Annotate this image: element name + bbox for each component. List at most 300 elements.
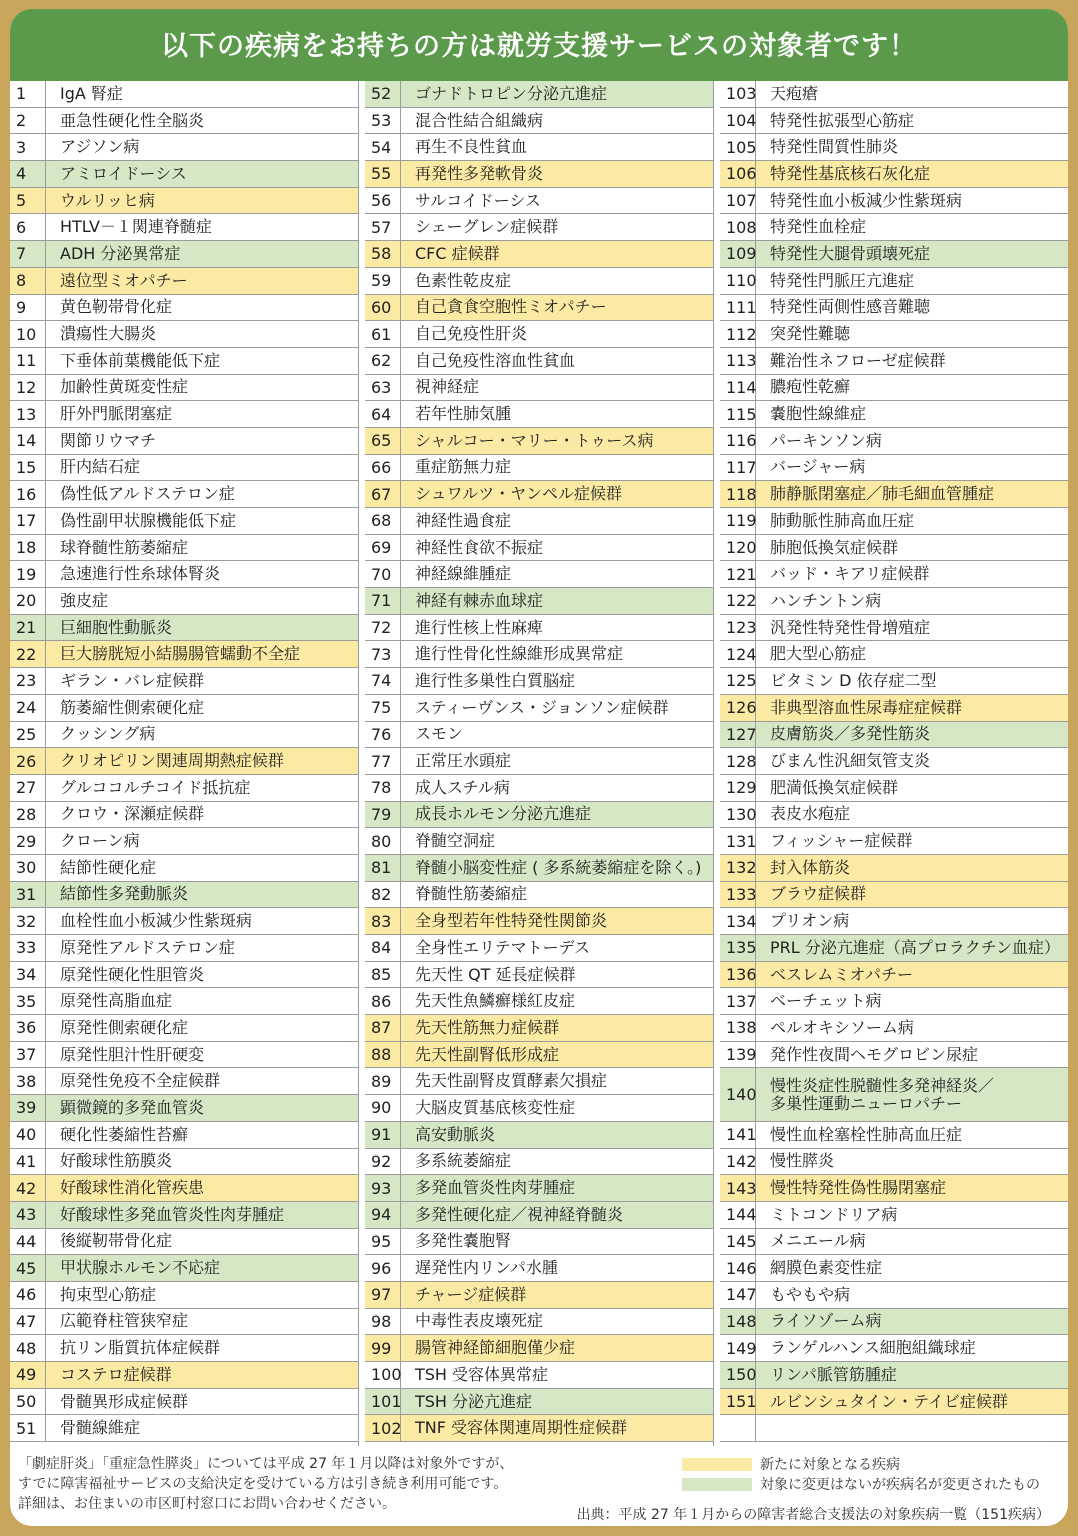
disease-number: 33 [10,935,46,961]
disease-name: 自己免疫性溶血性貧血 [415,351,576,370]
table-row [365,1389,713,1416]
disease-number: 98 [365,1309,401,1335]
table-column [10,81,359,1446]
table-row [10,535,358,562]
disease-number: 119 [720,508,756,534]
disease-number: 23 [10,668,46,694]
disease-number: 80 [365,828,401,854]
table-row [365,615,713,642]
disease-name: びまん性汎細気管支炎 [770,752,931,771]
disease-number: 67 [365,481,401,507]
disease-name: ゴナドトロピン分泌亢進症 [415,84,608,103]
disease-number: 88 [365,1042,401,1068]
disease-number: 148 [720,1309,756,1335]
table-row [365,268,713,295]
disease-number: 128 [720,748,756,774]
disease-name: 膿疱性乾癬 [770,378,851,397]
disease-name: 先天性副腎低形成症 [415,1045,560,1064]
table-row [720,615,1068,642]
table-row [10,1389,358,1416]
disease-number: 74 [365,668,401,694]
table-row [720,375,1068,402]
table-row [720,988,1068,1015]
disease-name: 偽性低アルドステロン症 [60,485,235,504]
disease-number: 24 [10,695,46,721]
disease-name: 多発血管炎性肉芽腫症 [415,1179,576,1198]
footer-note-line: 「劇症肝炎」「重症急性膵炎」については平成 27 年１月以降は対象外ですが、 [18,1456,514,1472]
disease-number: 64 [365,401,401,427]
table-row [365,1415,713,1442]
table-row [10,641,358,668]
table-row [365,481,713,508]
disease-name: リンパ脈管筋腫症 [770,1365,897,1384]
disease-name: 急速進行性糸球体腎炎 [60,565,221,584]
table-row [365,988,713,1015]
disease-number: 120 [720,535,756,561]
table-row [720,775,1068,802]
disease-name: ペルオキシソーム病 [770,1018,914,1037]
disease-name: 強皮症 [60,591,109,610]
disease-number: 70 [365,561,401,587]
disease-name: ミトコンドリア病 [770,1205,898,1224]
disease-number: 109 [720,241,756,267]
table-row [365,668,713,695]
table-row [10,295,358,322]
disease-name-line: 慢性炎症性脱髄性多発神経炎／ [770,1076,995,1095]
disease-name: 神経有棘赤血球症 [415,591,544,610]
disease-number: 20 [10,588,46,614]
disease-number: 87 [365,1015,401,1041]
disease-name: シュワルツ・ヤンペル症候群 [415,485,623,504]
disease-name: 特発性基底核石灰化症 [770,164,931,183]
table-row [10,1202,358,1229]
disease-name: IgA 腎症 [60,84,123,103]
disease-number: 54 [365,134,401,160]
legend-label-new: 新たに対象となる疾病 [760,1457,900,1473]
table-row [720,455,1068,482]
table-row [365,1042,713,1069]
disease-name: 亜急性硬化性全脳炎 [60,111,205,130]
disease-name: 視神経症 [415,378,480,397]
table-row [10,1149,358,1176]
disease-name: 脊髄空洞症 [415,832,496,851]
disease-number: 138 [720,1015,756,1041]
disease-number: 21 [10,615,46,641]
disease-name: 偽性副甲状腺機能低下症 [60,511,237,530]
table-row [720,81,1068,108]
disease-number: 117 [720,455,756,481]
table-row [720,1175,1068,1202]
table-row [720,214,1068,241]
disease-number: 112 [720,321,756,347]
disease-number: 142 [720,1149,756,1175]
disease-number: 101 [365,1389,401,1415]
disease-number: 2 [10,108,46,134]
disease-name: 原発性免疫不全症候群 [60,1072,221,1091]
disease-number: 46 [10,1282,46,1308]
table-row [10,1175,358,1202]
disease-name: ビタミン D 依存症二型 [770,671,937,690]
disease-name: HTLV－１関連脊髄症 [60,218,212,237]
disease-name: 特発性血小板減少性紫斑病 [770,191,963,210]
disease-number: 84 [365,935,401,961]
disease-number: 114 [720,375,756,401]
disease-name: 腸管神経節細胞僅少症 [415,1339,576,1358]
footer-note-line: すでに障害福祉サービスの支給決定を受けている方は引き続き利用可能です。 [18,1476,508,1492]
disease-name: シェーグレン症候群 [415,218,559,237]
disease-name: 原発性胆汁性肝硬変 [60,1045,205,1064]
table-row [10,134,358,161]
disease-number: 102 [365,1415,401,1441]
disease-name: 皮膚筋炎／多発性筋炎 [770,725,931,744]
disease-name: PRL 分泌亢進症（高プロラクチン血症） [770,938,1060,957]
table-row [10,855,358,882]
disease-number: 93 [365,1175,401,1201]
disease-name: 発作性夜間ヘモグロビン尿症 [770,1045,979,1064]
table-row [720,1122,1068,1149]
table-row [365,1095,713,1122]
disease-number: 25 [10,722,46,748]
table-row [365,882,713,909]
table-row [365,775,713,802]
disease-name: ルビンシュタイン・テイビ症候群 [770,1392,1008,1411]
disease-name: 肺胞低換気症候群 [770,538,899,557]
table-column [365,81,714,1446]
disease-number: 116 [720,428,756,454]
table-row [720,481,1068,508]
disease-name: コステロ症候群 [60,1365,172,1384]
disease-number: 18 [10,535,46,561]
table-row [10,348,358,375]
disease-number: 11 [10,348,46,374]
disease-name: CFC 症候群 [415,244,500,263]
table-row [10,1122,358,1149]
disease-number: 16 [10,481,46,507]
disease-number: 137 [720,988,756,1014]
disease-name: ベーチェット病 [770,992,882,1011]
table-row [365,348,713,375]
disease-number: 52 [365,81,401,107]
table-row [720,722,1068,749]
disease-name: 難治性ネフローゼ症候群 [770,351,946,370]
disease-number: 37 [10,1042,46,1068]
disease-name: 正常圧水頭症 [415,752,512,771]
table-row [10,828,358,855]
disease-name: 脊髄小脳変性症 ( 多系統萎縮症を除く。) [415,858,702,877]
disease-name: グルココルチコイド抵抗症 [60,778,251,797]
disease-number: 143 [720,1175,756,1201]
table-row [720,508,1068,535]
table-row [365,508,713,535]
disease-name: 抗リン脂質抗体症候群 [60,1339,221,1358]
table-row [365,641,713,668]
disease-number: 129 [720,775,756,801]
disease-name: 先天性副腎皮質酵素欠損症 [415,1072,608,1091]
disease-number: 118 [720,481,756,507]
disease-number: 53 [365,108,401,134]
disease-number: 55 [365,161,401,187]
disease-number: 68 [365,508,401,534]
disease-number: 135 [720,935,756,961]
disease-number: 124 [720,641,756,667]
disease-number: 103 [720,81,756,107]
table-row [10,775,358,802]
footer [10,1446,1068,1526]
legend-swatch-new [682,1458,752,1471]
table-row [10,481,358,508]
legend-swatch-renamed [682,1478,752,1491]
disease-name: 進行性多巣性白質脳症 [415,671,576,690]
disease-number: 122 [720,588,756,614]
disease-name: クローン病 [60,832,140,851]
disease-name: 特発性両側性感音難聴 [770,298,931,317]
disease-number: 81 [365,855,401,881]
disease-name: クッシング病 [60,725,156,744]
table-row [365,81,713,108]
disease-number: 40 [10,1122,46,1148]
table-row [720,108,1068,135]
footer-note-line: 詳細は、お住まいの市区町村窓口にお問い合わせください。 [18,1496,396,1512]
disease-number: 36 [10,1015,46,1041]
disease-name: シャルコー・マリー・トゥース病 [415,431,654,450]
disease-number: 38 [10,1068,46,1094]
table-row [365,1175,713,1202]
disease-name: 原発性硬化性胆管炎 [60,965,205,984]
disease-name: ランゲルハンス細胞組織球症 [770,1339,976,1358]
table-row [720,1068,1068,1121]
table-row [720,401,1068,428]
disease-number: 79 [365,802,401,828]
table-row [365,908,713,935]
table-row [10,561,358,588]
disease-name: 天疱瘡 [770,84,819,103]
disease-number: 82 [365,882,401,908]
disease-name: 肝外門脈閉塞症 [60,405,173,424]
table-row [10,428,358,455]
table-row [365,935,713,962]
disease-name: もやもや病 [770,1285,851,1304]
disease-name: 潰瘍性大腸炎 [60,325,157,344]
table-row [365,1309,713,1336]
disease-number: 28 [10,802,46,828]
disease-number: 126 [720,695,756,721]
disease-name: 非典型溶血性尿毒症症候群 [770,698,963,717]
disease-name: 広範脊柱管狭窄症 [60,1312,189,1331]
disease-number: 57 [365,214,401,240]
disease-name: スティーヴンス・ジョンソン症候群 [415,698,669,717]
disease-number: 99 [365,1335,401,1361]
disease-name: 神経性過食症 [415,511,512,530]
disease-name: 高安動脈炎 [415,1125,496,1144]
disease-name: 肺静脈閉塞症／肺毛細血管腫症 [770,485,995,504]
disease-number: 97 [365,1282,401,1308]
disease-number: 8 [10,268,46,294]
disease-name: 肥満低換気症候群 [770,778,899,797]
disease-name: 好酸球性多発血管炎性肉芽腫症 [60,1205,285,1224]
table-row [10,935,358,962]
disease-number: 127 [720,722,756,748]
disease-number: 94 [365,1202,401,1228]
disease-name: 進行性核上性麻痺 [415,618,544,637]
disease-name: 特発性拡張型心筋症 [770,111,915,130]
table-row [10,108,358,135]
source-citation: 出典：平成 27 年１月からの障害者総合支援法の対象疾病一覧（151疾病） [576,1507,1050,1523]
disease-name: パーキンソン病 [770,431,882,450]
disease-name: ブラウ症候群 [770,885,867,904]
disease-number: 100 [365,1362,401,1388]
table-row [720,1282,1068,1309]
disease-name: ライソゾーム病 [770,1312,882,1331]
table-row [10,268,358,295]
table-row [365,241,713,268]
table-row [720,695,1068,722]
table-row [720,535,1068,562]
disease-number: 13 [10,401,46,427]
table-row [365,428,713,455]
disease-name [756,1077,994,1113]
disease-number: 43 [10,1202,46,1228]
disease-name: 黄色靭帯骨化症 [60,298,173,317]
disease-number: 14 [10,428,46,454]
disease-name: 進行性骨化性線維形成異常症 [415,645,624,664]
table-row [10,882,358,909]
disease-name: メニエール病 [770,1232,866,1251]
disease-number: 9 [10,295,46,321]
disease-number: 123 [720,615,756,641]
table-row [365,214,713,241]
disease-name: フィッシャー症候群 [770,832,913,851]
disease-number: 63 [365,375,401,401]
disease-number: 4 [10,161,46,187]
disease-number: 86 [365,988,401,1014]
disease-number: 34 [10,962,46,988]
disease-number: 48 [10,1335,46,1361]
disease-name-line: 多巣性運動ニューロパチー [770,1093,963,1113]
disease-number: 7 [10,241,46,267]
disease-name: 好酸球性消化管疾患 [60,1179,205,1198]
disease-number: 111 [720,295,756,321]
table-row [365,1282,713,1309]
disease-number: 136 [720,962,756,988]
disease-number: 19 [10,561,46,587]
table-row [10,722,358,749]
disease-name: 封入体筋炎 [770,858,851,877]
disease-name: 筋萎縮性側索硬化症 [60,698,205,717]
table-row [10,615,358,642]
disease-name: 顕微鏡的多発血管炎 [60,1098,205,1117]
table-row [10,1415,358,1442]
disease-number: 133 [720,882,756,908]
disease-number: 121 [720,561,756,587]
table-row [720,1362,1068,1389]
table-row [10,1335,358,1362]
disease-number: 1 [10,81,46,107]
disease-name: 慢性特発性偽性腸閉塞症 [770,1179,947,1198]
table-row [10,1042,358,1069]
table-row [365,375,713,402]
disease-number: 149 [720,1335,756,1361]
disease-number: 115 [720,401,756,427]
table-row [365,802,713,829]
disease-name: 結節性硬化症 [60,858,157,877]
disease-name: 骨髄線維症 [60,1419,141,1438]
table-row [720,935,1068,962]
table-row [365,535,713,562]
disease-name: 自己免疫性肝炎 [415,325,528,344]
disease-name: 再生不良性貧血 [415,138,528,157]
legend-item-new [682,1454,1040,1474]
disease-name: 混合性結合組織病 [415,111,544,130]
disease-name: 骨髄異形成症候群 [60,1392,189,1411]
table-row [720,134,1068,161]
disease-number: 42 [10,1175,46,1201]
disease-name: 慢性膵炎 [770,1152,835,1171]
disease-number: 62 [365,348,401,374]
disease-number: 60 [365,295,401,321]
disease-number: 56 [365,188,401,214]
table-row [10,1095,358,1122]
disease-number: 91 [365,1122,401,1148]
disease-name: 汎発性特発性骨増殖症 [770,618,931,637]
table-row [10,668,358,695]
disease-name: バッド・キアリ症候群 [770,565,930,584]
disease-name: プリオン病 [770,912,850,931]
disease-number: 39 [10,1095,46,1121]
disease-name: 関節リウマチ [60,431,157,450]
disease-name: 網膜色素変性症 [770,1259,883,1278]
table-row [720,1415,1068,1442]
table-row [365,722,713,749]
table-row [720,908,1068,935]
table-row [365,1015,713,1042]
table-row [720,1149,1068,1176]
disease-number: 49 [10,1362,46,1388]
disease-name: 全身性エリテマトーデス [415,938,591,957]
disease-name: 巨細胞性動脈炎 [60,618,173,637]
disease-name: 自己貪食空胞性ミオパチー [415,298,607,317]
disease-name: アミロイドーシス [60,164,187,183]
disease-name: 成長ホルモン分泌亢進症 [415,805,592,824]
table-row [365,561,713,588]
disease-number: 3 [10,134,46,160]
disease-number: 125 [720,668,756,694]
table-row [10,695,358,722]
legend-label-renamed: 対象に変更はないが疾病名が変更されたもの [760,1477,1040,1493]
disease-name: 拘束型心筋症 [60,1285,157,1304]
table-row [10,1309,358,1336]
table-row [365,962,713,989]
disease-number: 59 [365,268,401,294]
disease-number: 107 [720,188,756,214]
disease-number: 78 [365,775,401,801]
table-row [365,1229,713,1256]
table-row [720,1042,1068,1069]
disease-name: 中毒性表皮壊死症 [415,1312,544,1331]
disease-number: 141 [720,1122,756,1148]
table-row [720,1202,1068,1229]
disease-name: 成人スチル病 [415,778,510,797]
table-row [10,962,358,989]
disease-name: 突発性難聴 [770,325,851,344]
table-row [720,348,1068,375]
table-row [720,561,1068,588]
disease-name: ウルリッヒ病 [60,191,155,210]
disease-number: 92 [365,1149,401,1175]
table-row [365,695,713,722]
table-row [720,188,1068,215]
table-row [365,455,713,482]
table-row [10,508,358,535]
